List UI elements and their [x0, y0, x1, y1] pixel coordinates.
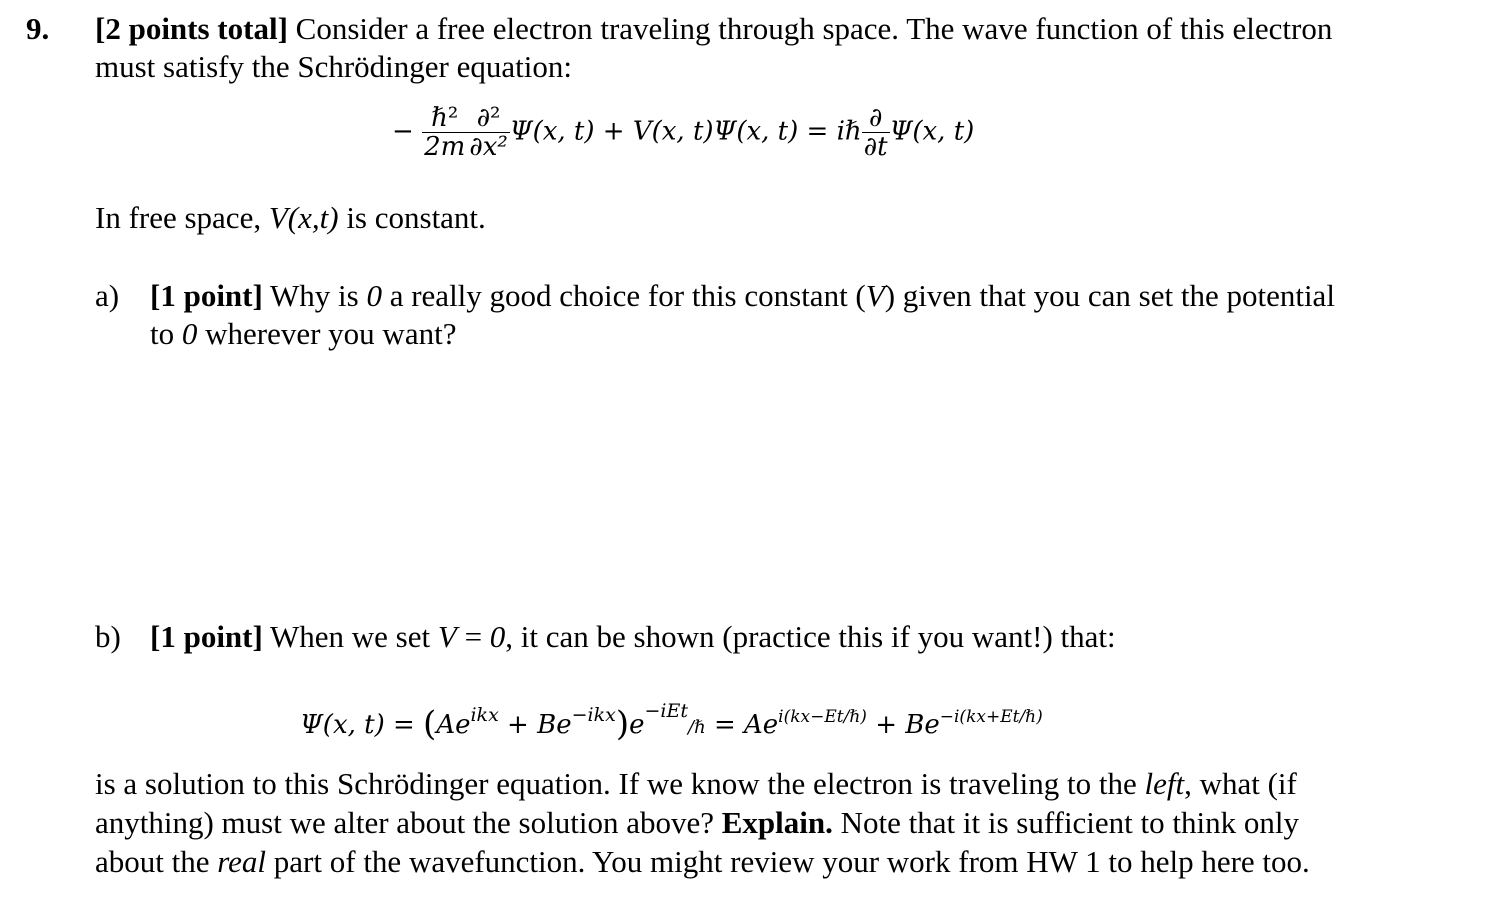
part-b-question: [1 point] When we set V = 0, it can be shown (practice this if you want!) that:: [150, 619, 1116, 654]
hbar-fraction: $\frac{\text{ℏ²}}{2m}$: [424, 103, 466, 162]
part-b-label: b): [95, 619, 121, 654]
second-derivative-fraction: $\frac{\text{∂²}}{\text{∂x²}}$: [469, 103, 508, 162]
question-number: 9.: [26, 11, 50, 46]
time-derivative-fraction: $\frac{\partial}{\partial t}$: [863, 103, 888, 162]
points-total-label: [2 points total]: [95, 11, 288, 46]
part-b-text-line2: anything) must we alter about the solution above? Explain. Note that it is sufficient to think only: [95, 805, 1299, 840]
part-a-question: [1 point] Why is 0 a really good choice for this constant (V) given that you can set the potential: [150, 278, 1335, 313]
part-b-text-line1: is a solution to this Schrödinger equation. If we know the electron is traveling to the left, what (if: [95, 766, 1297, 801]
part-b-text-line3: about the real part of the wavefunction. You might review your work from HW 1 to help here too.: [95, 844, 1310, 879]
free-space-statement: In free space, V(x,t) is constant.: [95, 200, 486, 235]
part-a-label: a): [95, 278, 120, 313]
wavefunction-solution: Ψ(x, $t) = (Ae^{ikx}$ + $Be^{-ikx})e^{-iEt}/\hbar = Ae^{i(kx-Et/\hbar)} + Be^{-i(kx+Et/\hbar)}$: [300, 700, 1043, 744]
question-intro-line2: must satisfy the Schrödinger equation:: [95, 49, 572, 84]
part-a-question-line2: to 0 wherever you want?: [150, 316, 457, 351]
schrodinger-equation: − $\frac{\text{ℏ²}}{2m}$ $\frac{\text{∂²}}{\text{∂x²}}$ Ψ(x, t) + V(x, t)Ψ(x, t) = iℏ $\frac{\partial}{\partial t}$ Ψ(x, t): [392, 103, 975, 162]
question-intro-line1: [2 points total] Consider a free electron traveling through space. The wave function of this electron: [95, 11, 1333, 46]
